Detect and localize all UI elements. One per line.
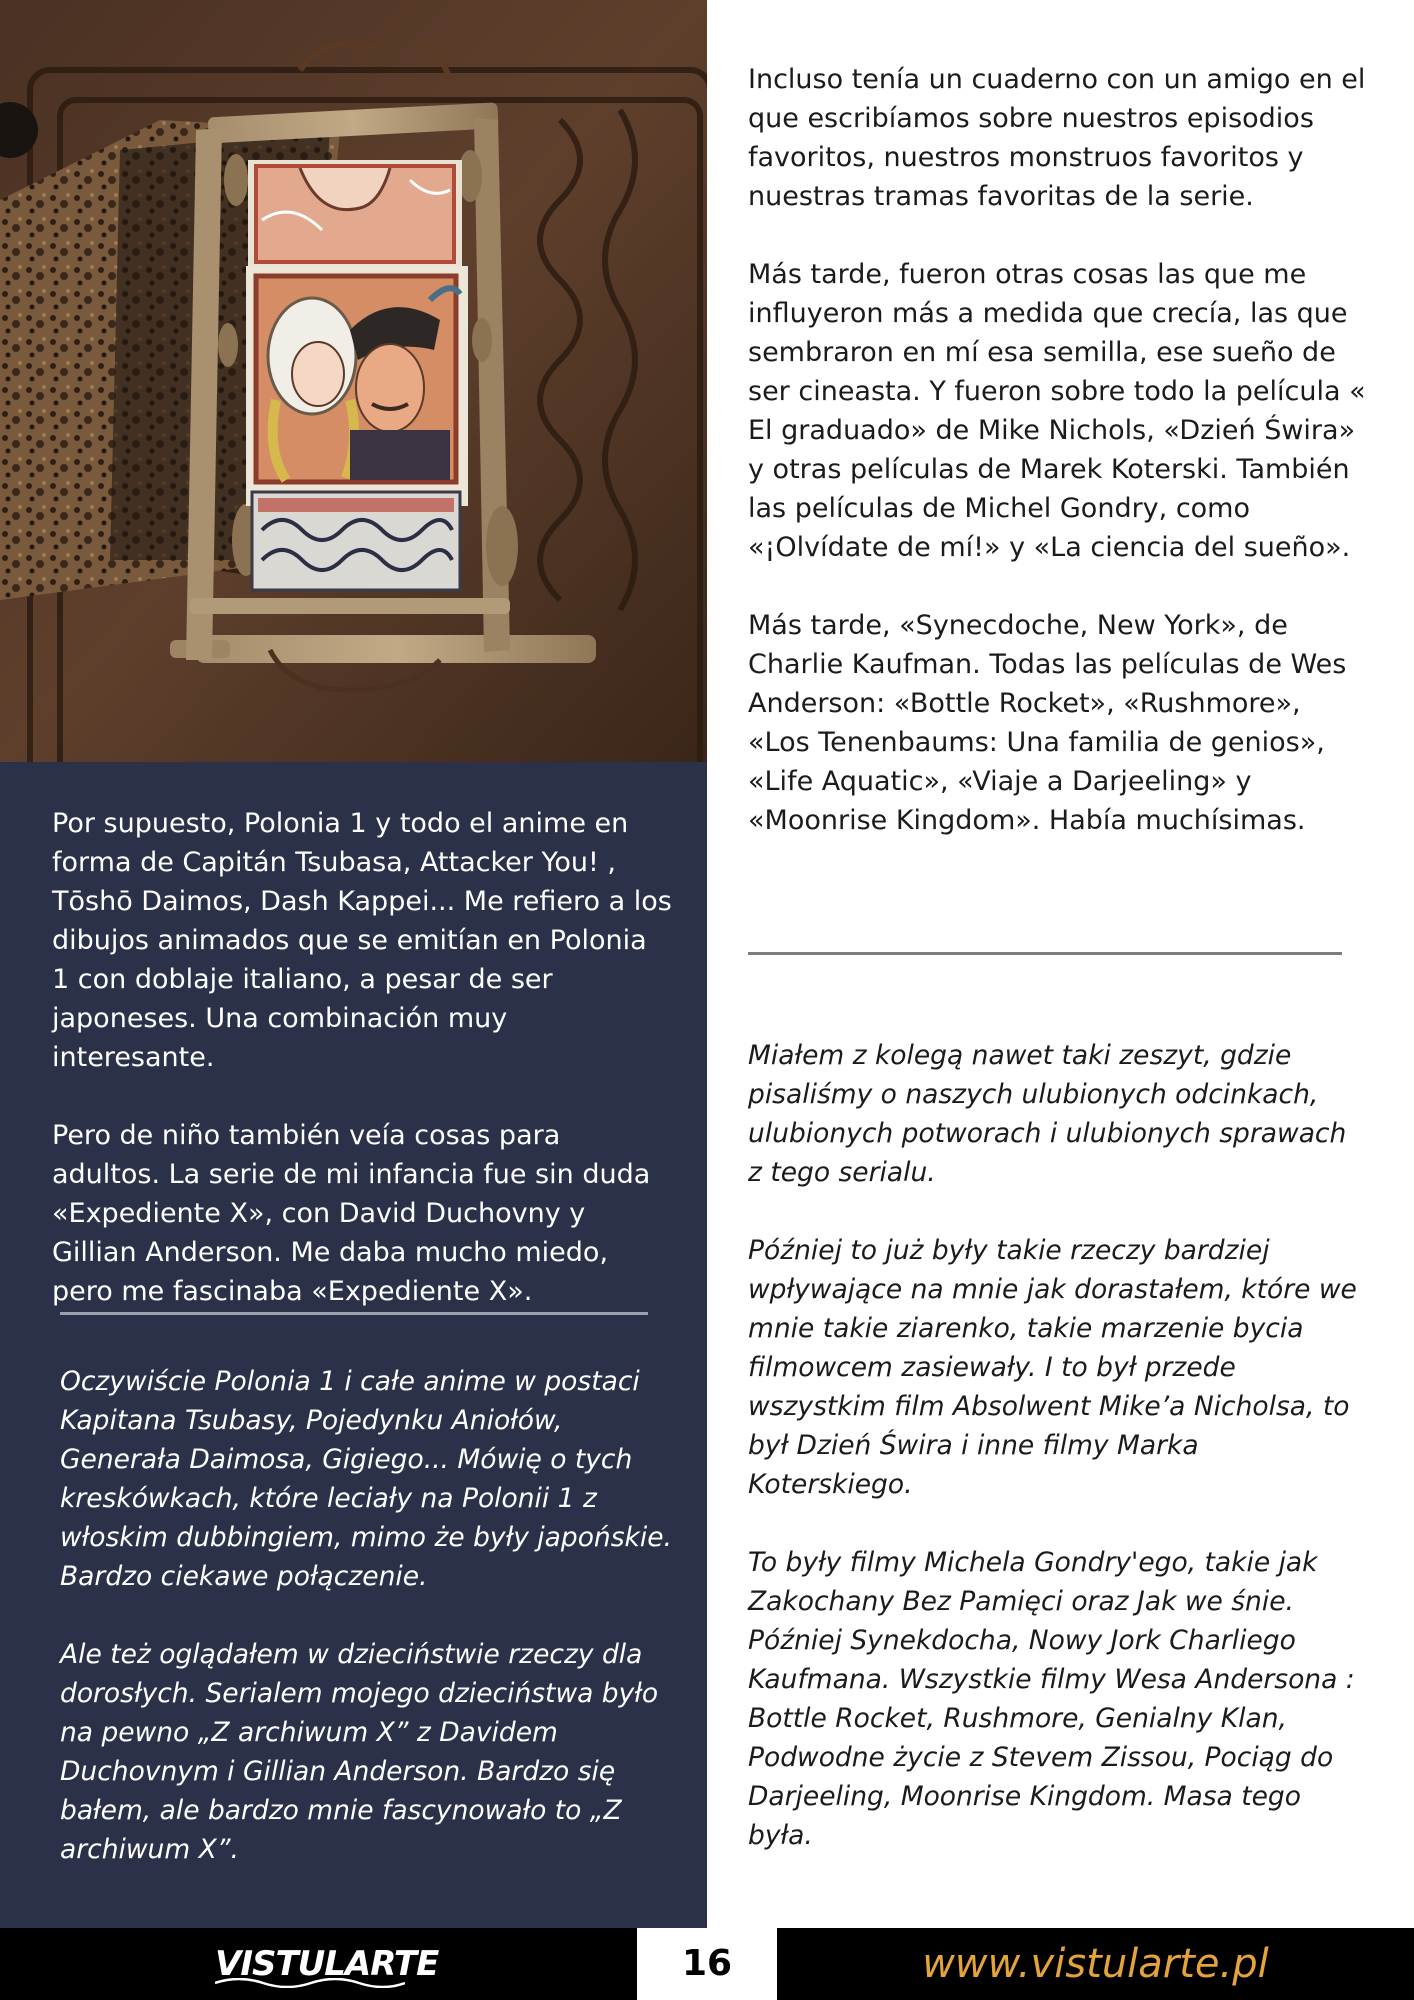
right-pl-paragraph-3: To były filmy Michela Gondry'ego, takie jak Zakochany Bez Pamięci oraz Jak we śnie. Później Synekdocha, Nowy Jork Charliego Kaufmana. Wszystkie filmy Wesa Andersona : Bottle Rocket, Rushmore, Genialny Klan, Podwodne życie z Stevem Zissou, Pociąg do Darjeeling, Moonrise Kingdom. Masa tego była. — [748, 1547, 1355, 1851]
left-text-panel — [0, 762, 707, 1928]
right-es-paragraph-3: Más tarde, «Synecdoche, New York», de Charlie Kaufman. Todas las películas de Wes Anderson: «Bottle Rocket», «Rushmore», «Los Tenenbaums: Una familia de genios», «Life Aquatic», «Viaje a Darjeeling» y «Moonrise Kingdom». Había muchísimas. — [748, 610, 1347, 836]
page-number: 16 — [637, 1928, 777, 2000]
left-es-paragraph-1: Por supuesto, Polonia 1 y todo el anime en forma de Capitán Tsubasa, Attacker You! , Tōshō Daimos, Dash Kappei... Me refiero a los dibujos animados que se emitían en Polonia 1 con doblaje italiano, a pesar de ser japoneses. Una combinación muy interesante. — [52, 808, 672, 1073]
right-polish-text — [748, 1036, 1368, 1855]
right-es-paragraph-2: Más tarde, fueron otras cosas las que me influyeron más a medida que crecía, las que sembraron en mí esa semilla, ese sueño de ser cineasta. Y fueron sobre todo la película « El graduado» de Mike Nichols, «Dzień Świra» y otras películas de Marek Koterski. También las películas de Michel Gondry, como «¡Olvídate de mí!» y «La ciencia del sueño». — [748, 259, 1366, 563]
left-es-paragraph-2: Pero de niño también veía cosas para adultos. La serie de mi infancia fue sin duda «Expediente X», con David Duchovny y Gillian Anderson. Me daba mucho miedo, pero me fascinaba «Expediente X». — [52, 1120, 651, 1307]
left-pl-paragraph-2: Ale też oglądałem w dzieciństwie rzeczy dla dorosłych. Serialem mojego dzieciństwa było na pewno „Z archiwum X” z Davidem Duchovnym i Gillian Anderson. Bardzo się bałem, ale bardzo mnie fascynowało to „Z archiwum X”. — [60, 1639, 659, 1865]
photo-wooden-scroll-toy — [0, 0, 707, 762]
brand-name: VISTULARTE — [215, 1944, 439, 1984]
right-spanish-text — [748, 60, 1368, 840]
right-pl-paragraph-2: Później to już były takie rzeczy bardziej wpływające na mnie jak dorastałem, które we mnie takie ziarenko, takie marzenie bycia filmowcem zasiewały. I to był przede wszystkim film Absolwent Mike’a Nicholsa, to był Dzień Świra i inne filmy Marka Koterskiego. — [748, 1235, 1357, 1500]
brand-logo — [215, 1928, 438, 2000]
left-spanish-text — [52, 804, 672, 1311]
brand-wave-icon — [215, 1978, 405, 1988]
right-divider — [748, 952, 1342, 955]
website-link[interactable]: www.vistularte.pl — [922, 1941, 1269, 1987]
left-polish-text — [60, 1362, 680, 1869]
left-divider — [60, 1312, 648, 1315]
footer-bar — [0, 1928, 1414, 2000]
right-pl-paragraph-1: Miałem z kolegą nawet taki zeszyt, gdzie pisaliśmy o naszych ulubionych odcinkach, ulubionych potworach i ulubionych sprawach z tego serialu. — [748, 1040, 1347, 1188]
right-es-paragraph-1: Incluso tenía un cuaderno con un amigo en el que escribíamos sobre nuestros episodios favoritos, nuestros monstruos favoritos y nuestras tramas favoritas de la serie. — [748, 64, 1366, 212]
left-pl-paragraph-1: Oczywiście Polonia 1 i całe anime w postaci Kapitana Tsubasy, Pojedynku Aniołów, Generała Daimosa, Gigiego... Mówię o tych kreskówkach, które leciały na Polonii 1 z włoskim dubbingiem, mimo że były japońskie. Bardzo ciekawe połączenie. — [60, 1366, 672, 1592]
